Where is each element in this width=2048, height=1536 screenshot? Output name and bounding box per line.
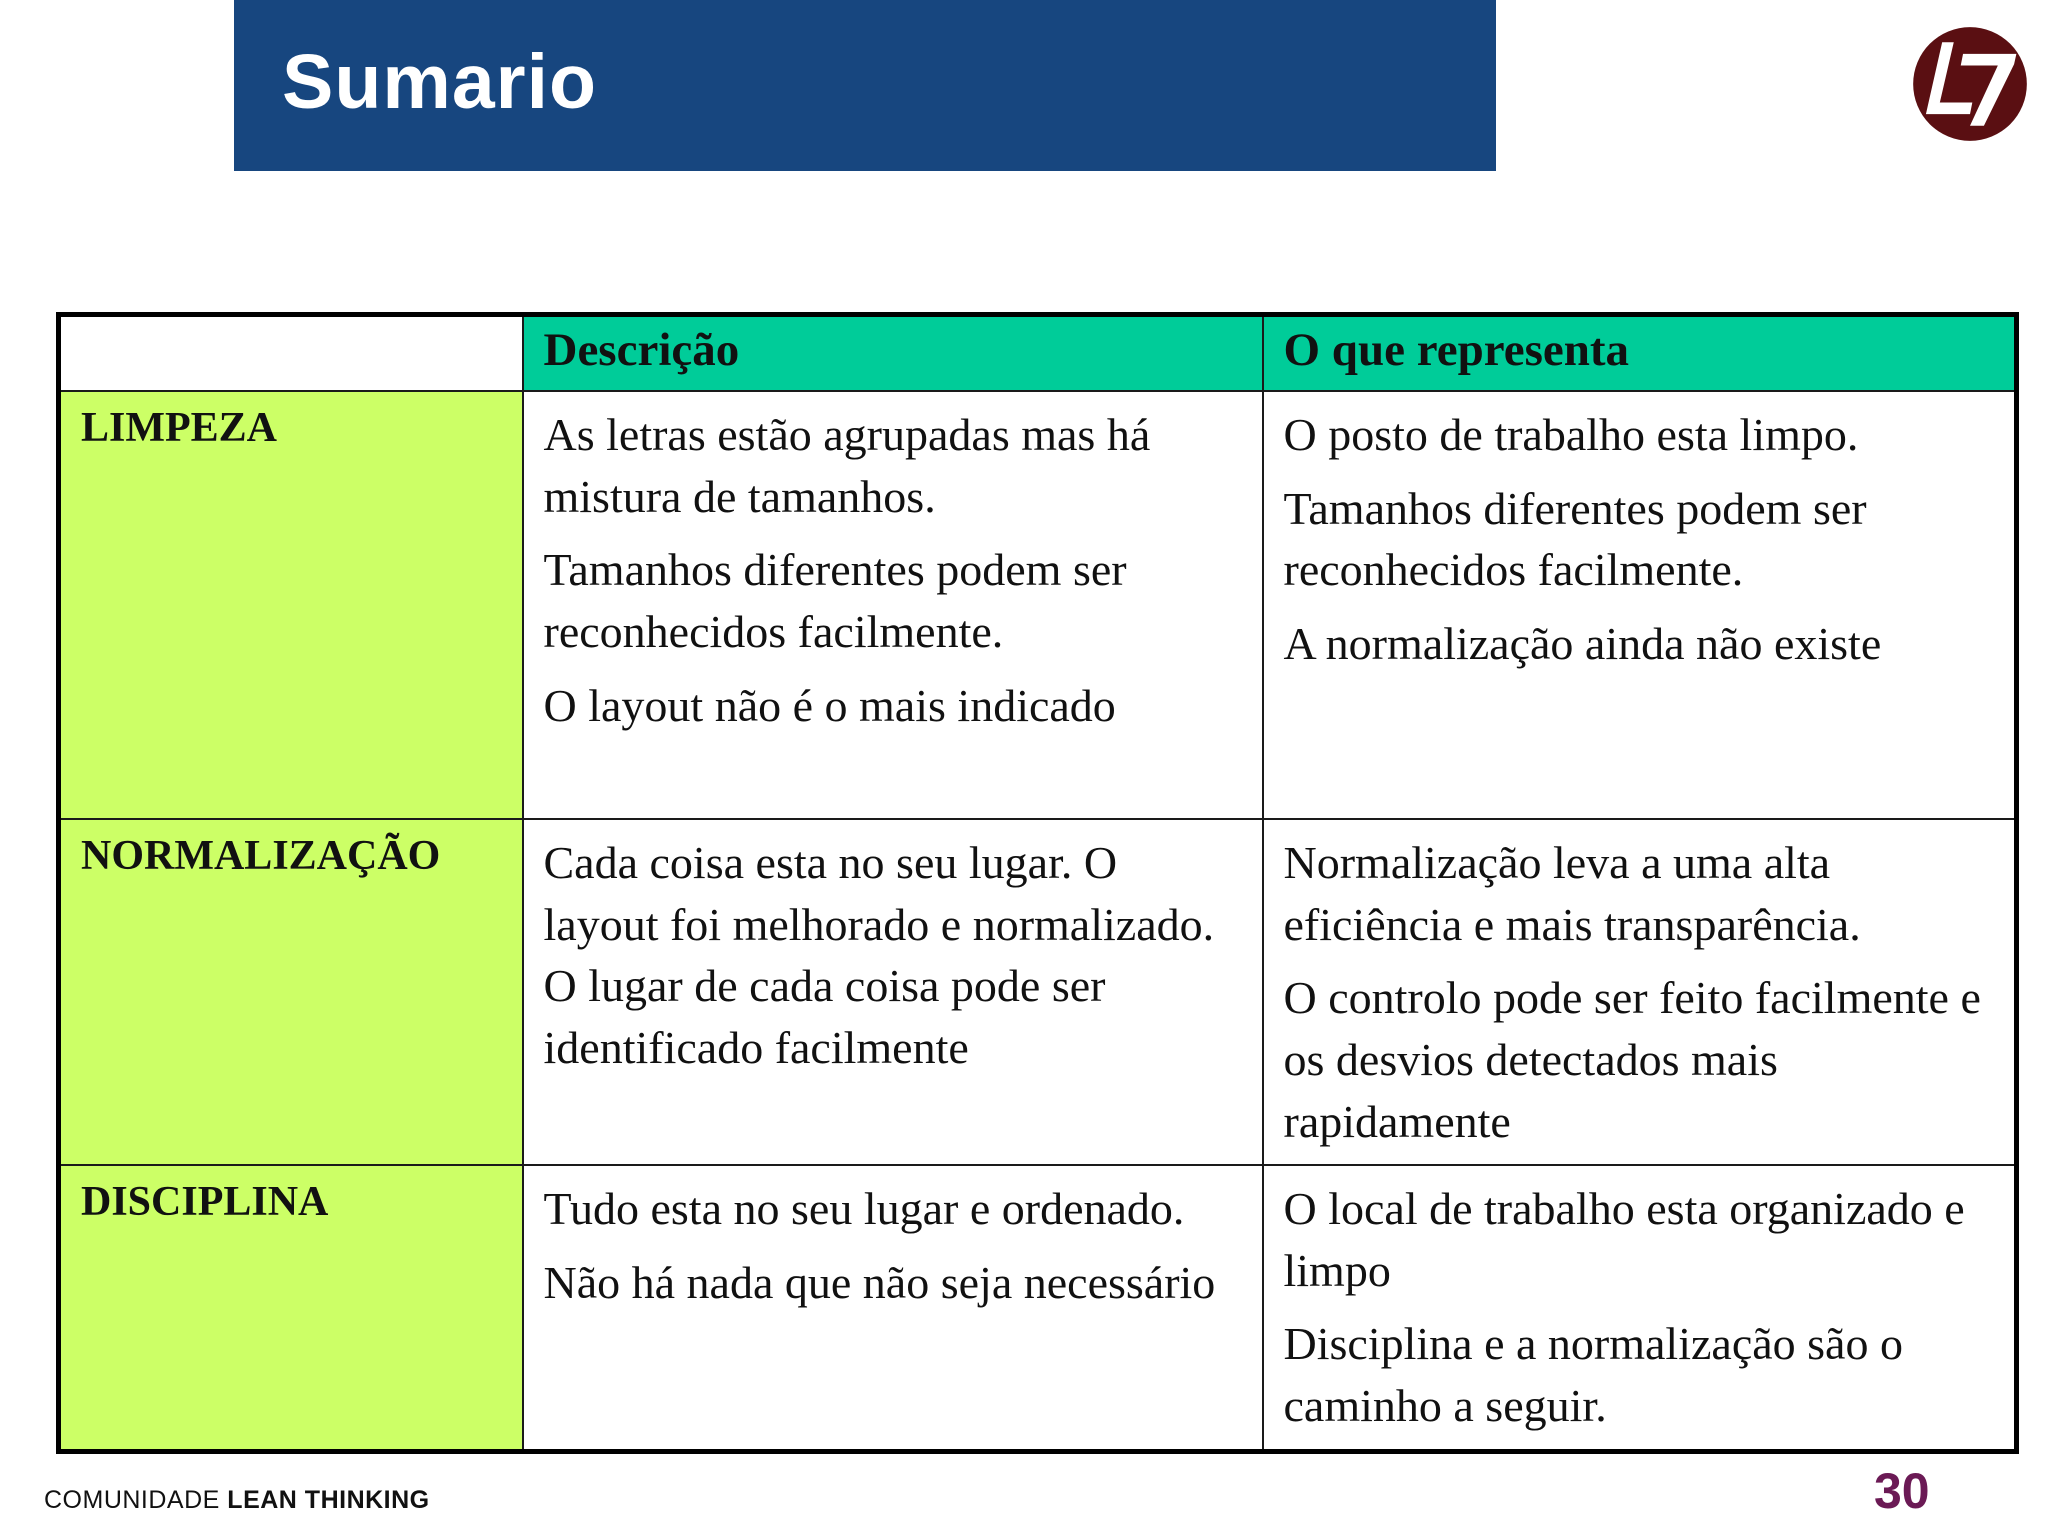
cell-paragraph: Tamanhos diferentes podem ser reconhecidos facilmente.: [543, 544, 1127, 657]
representa-cell: [1263, 391, 2017, 819]
representa-cell: [1263, 819, 2017, 1165]
table-header-row: [59, 315, 2017, 392]
header-o-que-representa: O que representa: [1263, 315, 2017, 392]
row-label-limpeza: LIMPEZA: [59, 391, 523, 819]
cell-paragraph: A normalização ainda não existe: [1283, 617, 1882, 669]
table-row: [59, 1165, 2017, 1451]
footer-bold-text: LEAN THINKING: [227, 1486, 430, 1514]
cell-paragraph: Tamanhos diferentes podem ser reconhecidos facilmente.: [1283, 482, 1867, 596]
cell-paragraph: Disciplina e a normalização são o caminho a seguir.: [1283, 1318, 1903, 1431]
cell-paragraph: As letras estão agrupadas mas há mistura de tamanhos.: [543, 409, 1151, 522]
row-label-disciplina: DISCIPLINA: [59, 1165, 523, 1451]
footer-community-label: [44, 1486, 430, 1515]
header-descricao: Descrição: [523, 315, 1263, 392]
cell-paragraph: Tudo esta no seu lugar e ordenado.: [543, 1183, 1185, 1235]
header-corner-cell: [59, 315, 523, 392]
cell-paragraph: O local de trabalho esta organizado e limpo: [1283, 1183, 1965, 1296]
slide-title: Sumario: [282, 39, 598, 125]
cell-paragraph: Não há nada que não seja necessário: [543, 1256, 1216, 1308]
footer-normal-text: COMUNIDADE: [44, 1486, 228, 1514]
page-number: 30: [1874, 1463, 1930, 1519]
summary-table: [56, 312, 2019, 1454]
title-bar: [234, 0, 1496, 171]
cell-paragraph: Cada coisa esta no seu lugar. O layout foi melhorado e normalizado. O lugar de cada coisa pode ser identificado facilmente: [543, 837, 1215, 1073]
representa-cell: [1263, 1165, 2017, 1451]
cell-paragraph: O layout não é o mais indicado: [543, 679, 1116, 731]
table-row: [59, 391, 2017, 819]
row-label-normalizacao: NORMALIZAÇÃO: [59, 819, 523, 1165]
table-row: [59, 819, 2017, 1165]
descricao-cell: [523, 1165, 1263, 1451]
cell-paragraph: O controlo pode ser feito facilmente e os desvios detectados mais rapidamente: [1283, 972, 1981, 1147]
cell-paragraph: Normalização leva a uma alta eficiência e mais transparência.: [1283, 837, 1861, 950]
descricao-cell: [523, 819, 1263, 1165]
cell-paragraph: O posto de trabalho esta limpo.: [1283, 409, 1859, 460]
lean-institute-logo-icon: [1912, 26, 2028, 142]
descricao-cell: [523, 391, 1263, 819]
